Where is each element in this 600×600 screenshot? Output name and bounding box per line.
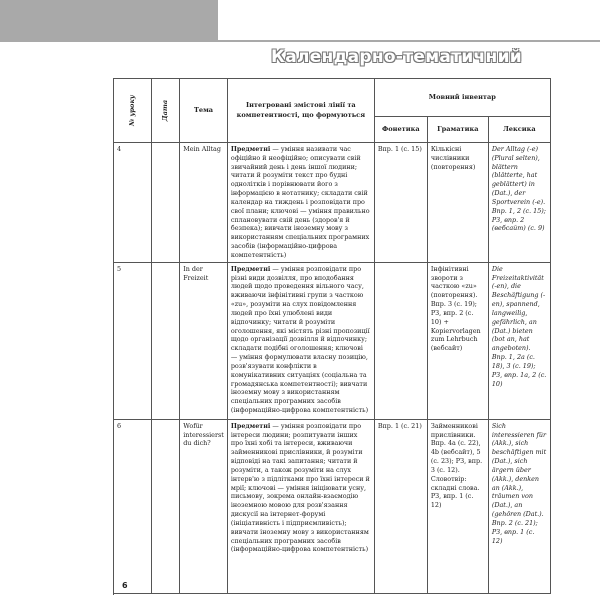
lesson-competences: Предметні — уміння розповідати про різні види дозвілля, про вподобання людей щодо проведення вільного часу, вживаючи інфінітивні групи з часткою «zu», розуміти на слух повідомлення людей про їхні улюблені види відпочинку; читати й розуміти оголошення, які містять різні пропозиції щодо організації дозвілля й відпочинку; складати подібні оголошення; ключові — уміння формулювати власну позицію, розв'язувати конфлікти в комунікативних ситуаціях (соціальна та громадянська компетентності); вивчати іноземну мову з використанням спеціальних програмних засобів (інформаційно-цифрова компетентність) — [227, 262, 374, 419]
lesson-grammar: Займенникові прислівники. Впр. 4а (с. 22), 4b (вебсайт), 5 (с. 23); РЗ, впр. 3 (с. 12). Словотвір: складні слова. РЗ, впр. 1 (с. 12) — [427, 419, 488, 593]
lesson-phonetics — [374, 262, 427, 419]
lesson-date — [151, 419, 179, 593]
col-header-topic: Тема — [180, 79, 228, 143]
col-header-lexis: Лексика — [488, 117, 550, 143]
header-bar — [0, 0, 218, 42]
lesson-lexis: Die Freizeitaktivität (-en), die Beschäftigung (-en), spannend, langweilig, gefährlich, an (Dat.) bieten (bot an, hat angeboten). Впр. 1, 2а (с. 18), 3 (с. 19); РЗ, впр. 1а, 2 (с. 10) — [488, 262, 550, 419]
lesson-topic: Wofür interessierst du dich? — [180, 419, 228, 593]
lesson-topic: Mein Alltag — [180, 143, 228, 263]
lesson-lexis: Der Alltag (-e) (Plural selten), blättern (blätterte, hat geblättert) in (Dat.), der Sportverein (-e). Впр. 1, 2 (с. 15); РЗ, впр. 2 (вебсайт) (с. 9) — [488, 143, 550, 263]
lesson-phonetics: Впр. 1 (с. 15) — [374, 143, 427, 263]
lesson-grammar: Кількісні числівники (повторення) — [427, 143, 488, 263]
table-row — [114, 143, 551, 263]
lesson-number: 4 — [114, 143, 152, 263]
lesson-number: 5 — [114, 262, 152, 419]
col-header-grammar: Граматика — [427, 117, 488, 143]
col-header-num: № уроку — [114, 79, 152, 143]
col-header-competences: Інтегровані змістові лінії та компетентності, що формуються — [227, 79, 374, 143]
lesson-lexis: Sich interessieren für (Akk.), sich beschäftigen mit (Dat.), sich ärgern über (Akk.), denken an (Akk.), träumen von (Dat.), an (gehören (Dat.). Впр. 2 (с. 21); РЗ, впр. 1 (с. 12) — [488, 419, 550, 593]
page-number: 6 — [122, 581, 128, 590]
col-header-phonetics: Фонетика — [374, 117, 427, 143]
lesson-grammar: Інфінітивні звороти з часткою «zu» (повторення). Впр. 3 (с. 19); РЗ, впр. 2 (с. 10) + Kopiervorlagen zum Lehrbuch (вебсайт) — [427, 262, 488, 419]
lesson-date — [151, 262, 179, 419]
lesson-competences: Предметні — уміння називати час офіційно й неофіційно; описувати свій звичайний день і день іншої людини; читати й розуміти текст про будні однолітків і порівнювати його з інформацією в нотатнику; складати свій календар на тиждень і розповідати про свої плани; ключові — уміння правильно сплановувати свій день (здоров'я й безпека); вивчати іноземну мову з використанням спеціальних програмних засобів (інформаційно-цифрова компетентність) — [227, 143, 374, 263]
lesson-number: 6 — [114, 419, 152, 593]
col-header-date: Дата — [151, 79, 179, 143]
table-row — [114, 262, 551, 419]
page-rule — [113, 573, 114, 595]
table-row — [114, 419, 551, 593]
header-line — [218, 40, 600, 42]
col-header-inventory: Мовний інвентар — [374, 79, 550, 117]
page-title: Календарно-тематичний — [271, 47, 522, 67]
lesson-plan-table — [113, 78, 551, 594]
lesson-topic: In der Freizeit — [180, 262, 228, 419]
lesson-competences: Предметні — уміння розповідати про інтереси людини; розпитувати інших про їхні хобі та інтереси, вживаючи займенникові прислівники, й розуміти відповіді на такі запитання; читати й розуміти, а також розуміти на слух інтерв'ю з підлітками про їхні інтереси й мрії; ключові — уміння ініціювати усну, письмову, зокрема онлайн-взаємодію іноземною мовою для розв'язання дискусії на інтернет-форумі (ініціативність і підприємливість); вивчати іноземну мову з використанням спеціальних програмних засобів (інформаційно-цифрова компетентність) — [227, 419, 374, 593]
lesson-date — [151, 143, 179, 263]
lesson-phonetics: Впр. 1 (с. 21) — [374, 419, 427, 593]
